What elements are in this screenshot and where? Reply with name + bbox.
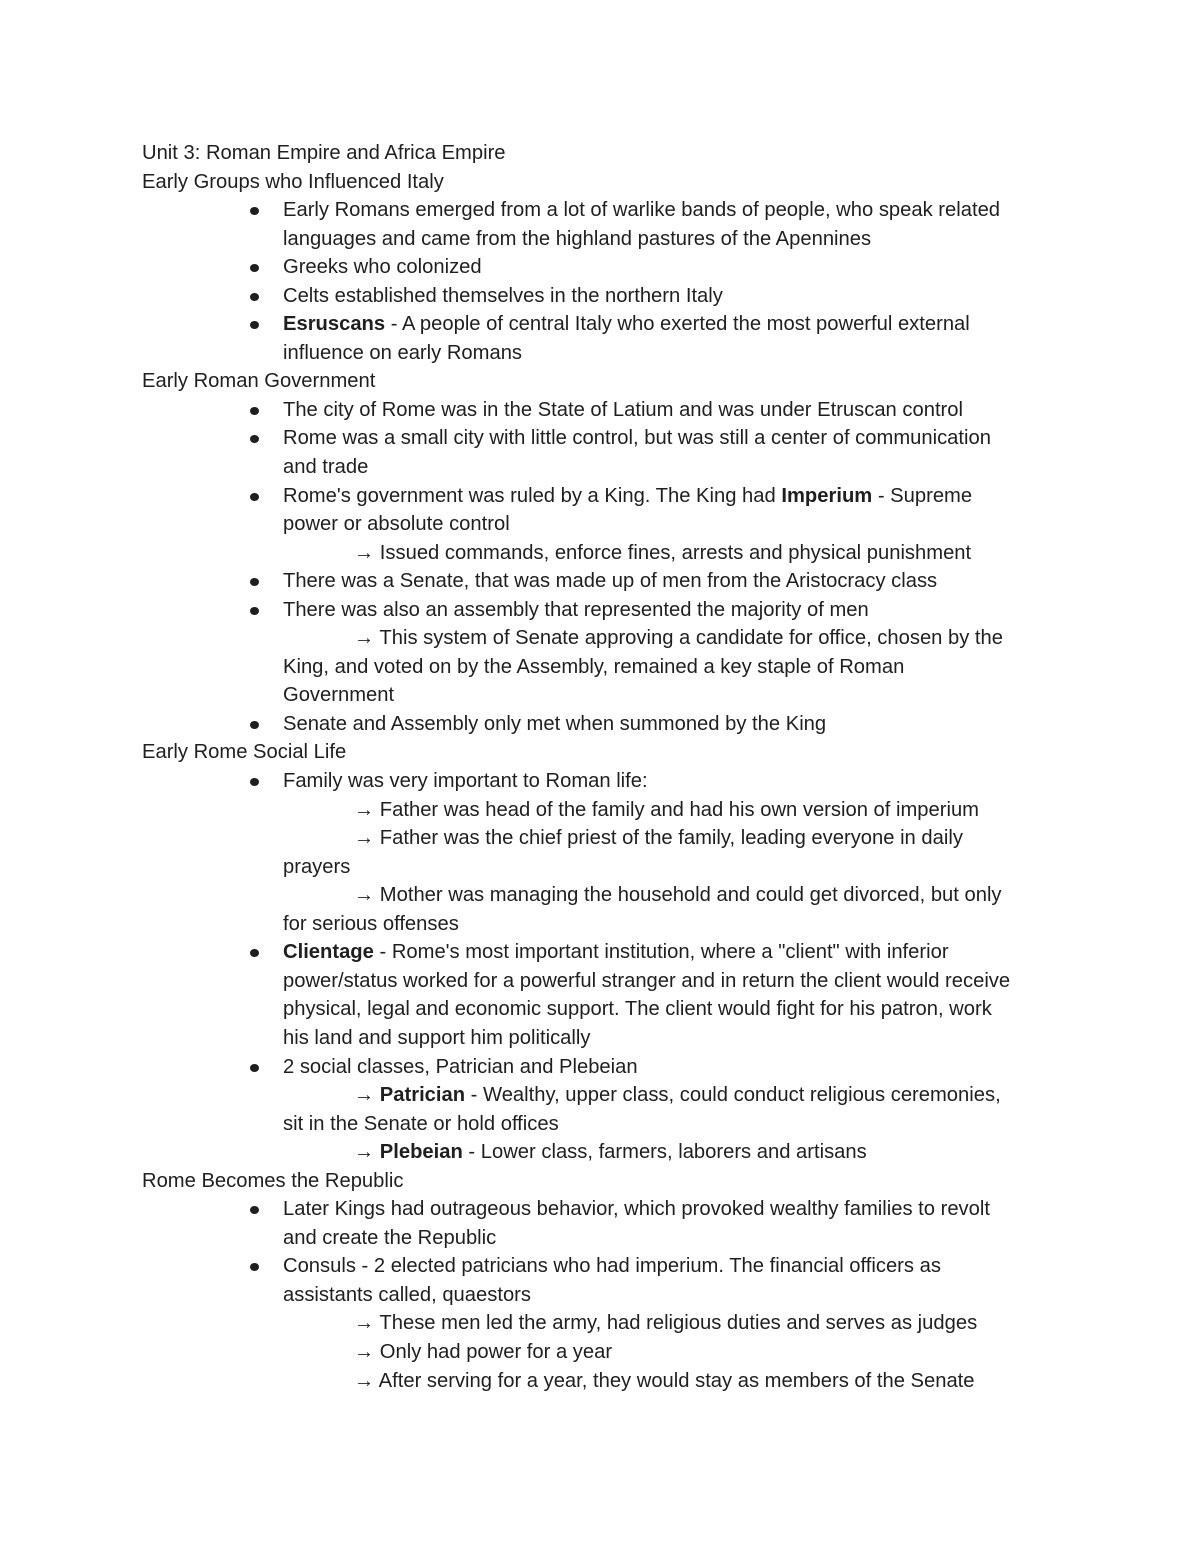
bullet-text: Later Kings had outrageous behavior, which provoked wealthy families to revolt (283, 1198, 990, 1221)
bullet-text: languages and came from the highland pastures of the Apennines (283, 227, 872, 250)
bullet-item (142, 396, 1072, 425)
term: Clientage (283, 941, 374, 964)
arrow-note-cont: King, and voted on by the Assembly, remained a key staple of Roman (283, 655, 905, 678)
bullet-icon (250, 264, 259, 272)
bullet-icon (250, 207, 259, 215)
document-title: Unit 3: Roman Empire and Africa Empire (142, 142, 506, 164)
bullet-text: Consuls - 2 elected patricians who had imperium. The financial officers as (283, 1255, 941, 1278)
bullet-text: Senate and Assembly only met when summoned by the King (283, 712, 827, 735)
definition: - Rome's most important institution, where a "client" with inferior (373, 941, 949, 964)
bullet-icon (250, 293, 259, 301)
bullet-item (142, 767, 1072, 796)
bullet-text (283, 482, 1072, 511)
arrow-note: → Issued commands, enforce fines, arrests and physical punishment (354, 541, 972, 564)
bullet-text: power or absolute control (283, 513, 510, 536)
bullet-text: There was a Senate, that was made up of men from the Aristocracy class (283, 570, 938, 593)
bullet-text: physical, legal and economic support. The client would fight for his patron, work (283, 998, 992, 1021)
bullet-text (283, 310, 1072, 339)
bullet-text: his land and support him politically (283, 1026, 591, 1049)
arrow-note: → Father was head of the family and had his own version of imperium (354, 798, 979, 821)
section-heading: Early Rome Social Life (142, 741, 347, 764)
bullet-icon (250, 1263, 259, 1271)
bullet-icon (250, 721, 259, 729)
bullet-item (142, 196, 1072, 253)
bullet-item (142, 596, 1072, 625)
bullet-icon (250, 778, 259, 786)
arrow-note (142, 1138, 1072, 1167)
bullet-item (142, 282, 1072, 311)
bullet-item (142, 424, 1072, 481)
bullet-icon (250, 949, 259, 957)
bullet-item (142, 310, 1072, 367)
arrow-note-cont: prayers (283, 855, 351, 878)
arrow-note-cont: Government (283, 684, 395, 707)
bullet-text: assistants called, quaestors (283, 1283, 531, 1306)
bullet-text: Family was very important to Roman life: (283, 770, 648, 793)
arrow: → (354, 1084, 380, 1107)
document-page (142, 139, 1072, 1395)
arrow-note: → Father was the chief priest of the family, leading everyone in daily (354, 827, 963, 850)
arrow-note (142, 1081, 1072, 1110)
bullet-icon (250, 1064, 259, 1072)
bullet-text: Celts established themselves in the northern Italy (283, 284, 723, 307)
bullet-icon (250, 607, 259, 615)
section-heading: Early Roman Government (142, 370, 376, 393)
term: Plebeian (379, 1141, 463, 1164)
bullet-text (283, 938, 1072, 967)
arrow-note: → Mother was managing the household and could get divorced, but only (354, 884, 1002, 907)
bullet-item (142, 482, 1072, 539)
bullet-text: The city of Rome was in the State of Latium and was under Etruscan control (283, 398, 963, 421)
bullet-icon (250, 1206, 259, 1214)
bullet-text: Rome was a small city with little control, but was still a center of communication (283, 427, 991, 450)
term: Imperium (781, 484, 873, 507)
bullet-text: power/status worked for a powerful stranger and in return the client would receive (283, 969, 1011, 992)
text: - Supreme (872, 484, 973, 507)
bullet-item (142, 710, 1072, 739)
arrow-note: → These men led the army, had religious duties and serves as judges (354, 1312, 978, 1335)
definition: - Wealthy, upper class, could conduct religious ceremonies, (465, 1084, 1001, 1107)
bullet-item (142, 938, 1072, 1052)
arrow-note-cont: sit in the Senate or hold offices (283, 1112, 559, 1135)
section-heading: Early Groups who Influenced Italy (142, 170, 444, 193)
bullet-text: There was also an assembly that represented the majority of men (283, 598, 869, 621)
bullet-item (142, 1195, 1072, 1252)
bullet-icon (250, 321, 259, 329)
definition: - Lower class, farmers, laborers and artisans (462, 1141, 867, 1164)
bullet-item (142, 1053, 1072, 1082)
bullet-icon (250, 493, 259, 501)
bullet-text: Early Romans emerged from a lot of warlike bands of people, who speak related (283, 199, 1001, 222)
bullet-text: 2 social classes, Patrician and Plebeian (283, 1055, 638, 1078)
term: Esruscans (283, 313, 386, 336)
bullet-icon (250, 407, 259, 415)
arrow-note: → This system of Senate approving a candidate for office, chosen by the (354, 627, 1003, 650)
bullet-item (142, 1252, 1072, 1309)
arrow-note: → After serving for a year, they would stay as members of the Senate (354, 1369, 975, 1392)
bullet-text: Greeks who colonized (283, 256, 482, 279)
bullet-item (142, 567, 1072, 596)
bullet-item (142, 253, 1072, 282)
text: Rome's government was ruled by a King. The King had (283, 484, 782, 507)
bullet-text: and create the Republic (283, 1226, 497, 1249)
term: Patrician (379, 1084, 466, 1107)
bullet-text: influence on early Romans (283, 341, 523, 364)
bullet-text: and trade (283, 456, 369, 479)
section-heading: Rome Becomes the Republic (142, 1169, 404, 1192)
bullet-icon (250, 435, 259, 443)
definition: - A people of central Italy who exerted the most powerful external (385, 313, 970, 336)
arrow: → (354, 1141, 380, 1164)
arrow-note: → Only had power for a year (354, 1340, 613, 1363)
bullet-icon (250, 578, 259, 586)
arrow-note-cont: for serious offenses (283, 912, 459, 935)
